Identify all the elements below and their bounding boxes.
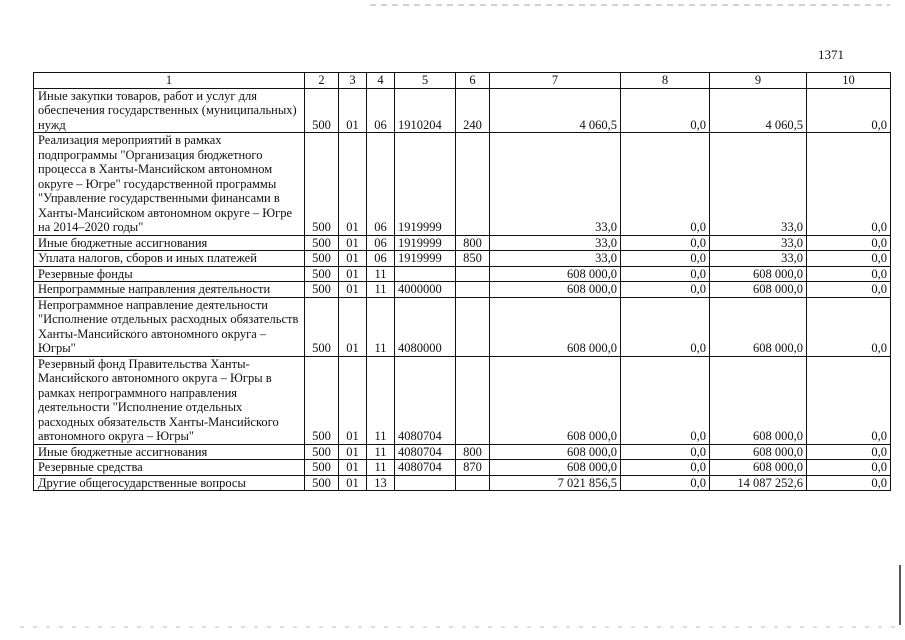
row-col4: 06 [367,133,395,236]
row-col6: 850 [456,251,490,267]
row-col6 [456,282,490,298]
row-col5: 1919999 [395,251,456,267]
row-col4: 06 [367,88,395,133]
row-col7: 33,0 [490,133,621,236]
row-col8: 0,0 [621,297,710,356]
row-col3: 01 [339,297,367,356]
row-col2: 500 [305,282,339,298]
header-cell: 10 [807,73,891,89]
row-col8: 0,0 [621,266,710,282]
row-col3: 01 [339,235,367,251]
row-col8: 0,0 [621,88,710,133]
row-col4: 11 [367,460,395,476]
header-cell: 6 [456,73,490,89]
row-col8: 0,0 [621,282,710,298]
row-col9: 608 000,0 [710,282,807,298]
row-col4: 06 [367,251,395,267]
row-col9: 33,0 [710,235,807,251]
row-col7: 608 000,0 [490,356,621,444]
table-row [34,266,891,282]
row-col2: 500 [305,460,339,476]
row-col10: 0,0 [807,235,891,251]
row-col5 [395,475,456,491]
row-col2: 500 [305,475,339,491]
row-col5: 4080000 [395,297,456,356]
row-col7: 33,0 [490,235,621,251]
row-col5: 4080704 [395,356,456,444]
row-col3: 01 [339,282,367,298]
row-col9: 608 000,0 [710,444,807,460]
row-col7: 4 060,5 [490,88,621,133]
row-col2: 500 [305,235,339,251]
row-col9: 14 087 252,6 [710,475,807,491]
row-col7: 608 000,0 [490,460,621,476]
row-col3: 01 [339,444,367,460]
row-col7: 33,0 [490,251,621,267]
row-col9: 608 000,0 [710,297,807,356]
row-col6 [456,266,490,282]
row-name: Уплата налогов, сборов и иных платежей [34,251,305,267]
row-col4: 13 [367,475,395,491]
table-row [34,356,891,444]
row-col5: 1919999 [395,133,456,236]
row-col3: 01 [339,475,367,491]
table-row [34,297,891,356]
header-row [34,73,891,89]
row-name: Иные бюджетные ассигнования [34,444,305,460]
row-col2: 500 [305,444,339,460]
row-col9: 4 060,5 [710,88,807,133]
row-col10: 0,0 [807,88,891,133]
row-col8: 0,0 [621,235,710,251]
row-col3: 01 [339,266,367,282]
row-col2: 500 [305,356,339,444]
table-row [34,475,891,491]
header-cell: 3 [339,73,367,89]
table-row [34,460,891,476]
row-col2: 500 [305,133,339,236]
header-cell: 2 [305,73,339,89]
row-name: Резервные средства [34,460,305,476]
row-col10: 0,0 [807,356,891,444]
row-col8: 0,0 [621,133,710,236]
row-col10: 0,0 [807,444,891,460]
row-col6 [456,475,490,491]
row-name: Резервные фонды [34,266,305,282]
row-col3: 01 [339,251,367,267]
row-col3: 01 [339,356,367,444]
row-col4: 11 [367,282,395,298]
row-col4: 11 [367,266,395,282]
row-col5: 1910204 [395,88,456,133]
row-col10: 0,0 [807,251,891,267]
row-col9: 608 000,0 [710,266,807,282]
row-col6 [456,297,490,356]
row-col10: 0,0 [807,460,891,476]
row-col6: 800 [456,444,490,460]
row-col8: 0,0 [621,475,710,491]
table-row [34,133,891,236]
row-col6: 870 [456,460,490,476]
table-row [34,235,891,251]
row-col6: 240 [456,88,490,133]
row-col10: 0,0 [807,133,891,236]
row-col4: 11 [367,444,395,460]
row-col4: 11 [367,356,395,444]
row-col5: 4080704 [395,444,456,460]
row-col7: 608 000,0 [490,266,621,282]
row-col2: 500 [305,88,339,133]
row-col8: 0,0 [621,356,710,444]
row-col9: 608 000,0 [710,460,807,476]
budget-table [33,72,891,491]
row-col3: 01 [339,88,367,133]
row-col5: 1919999 [395,235,456,251]
row-col10: 0,0 [807,266,891,282]
header-cell: 9 [710,73,807,89]
row-col9: 33,0 [710,133,807,236]
table-row [34,282,891,298]
row-name: Непрограммные направления деятельности [34,282,305,298]
row-name: Реализация мероприятий в рамках подпрограммы "Организация бюджетного процесса в Ханты-Мансийском автономном округе – Югре" государственной программы "Управление государственными финансами в Ханты-Мансийском автономном округе – Югре на 2014–2020 годы" [34,133,305,236]
row-col9: 33,0 [710,251,807,267]
row-col2: 500 [305,297,339,356]
page-number: 1371 [818,47,844,62]
row-name: Резервный фонд Правительства Ханты-Мансийского автономного округа – Югры в рамках непрограммного направления деятельности "Исполнение отдельных расходных обязательств Ханты-Мансийского автономного округа – Югры" [34,356,305,444]
row-col10: 0,0 [807,297,891,356]
row-col3: 01 [339,460,367,476]
row-name: Другие общегосударственные вопросы [34,475,305,491]
row-col6 [456,356,490,444]
row-col2: 500 [305,251,339,267]
header-cell: 7 [490,73,621,89]
table-row [34,444,891,460]
row-col6 [456,133,490,236]
row-name: Иные бюджетные ассигнования [34,235,305,251]
scan-artifact-top [370,4,890,6]
row-col7: 608 000,0 [490,444,621,460]
row-name: Иные закупки товаров, работ и услуг для обеспечения государственных (муниципальных) нужд [34,88,305,133]
header-cell: 1 [34,73,305,89]
row-col7: 608 000,0 [490,297,621,356]
row-col2: 500 [305,266,339,282]
row-col4: 11 [367,297,395,356]
row-col3: 01 [339,133,367,236]
table-row [34,88,891,133]
row-col6: 800 [456,235,490,251]
row-col4: 06 [367,235,395,251]
row-name: Непрограммное направление деятельности "Исполнение отдельных расходных обязательств Ханты-Мансийского автономного округа – Югры" [34,297,305,356]
row-col8: 0,0 [621,251,710,267]
row-col9: 608 000,0 [710,356,807,444]
row-col7: 608 000,0 [490,282,621,298]
row-col10: 0,0 [807,475,891,491]
scan-artifact-bottom [20,626,900,628]
scan-artifact-right [899,565,901,625]
header-cell: 8 [621,73,710,89]
row-col5: 4000000 [395,282,456,298]
table-row [34,251,891,267]
header-cell: 5 [395,73,456,89]
row-col7: 7 021 856,5 [490,475,621,491]
row-col8: 0,0 [621,460,710,476]
row-col5 [395,266,456,282]
header-cell: 4 [367,73,395,89]
row-col5: 4080704 [395,460,456,476]
row-col10: 0,0 [807,282,891,298]
row-col8: 0,0 [621,444,710,460]
